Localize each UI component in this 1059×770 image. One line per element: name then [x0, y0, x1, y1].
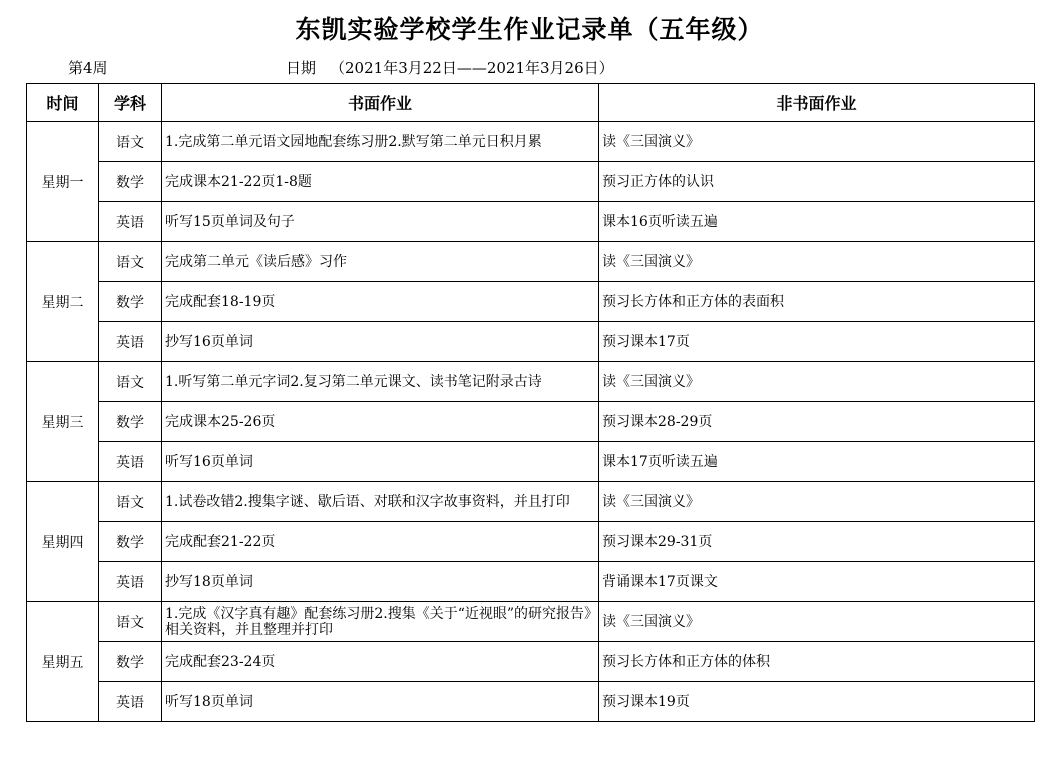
subject-cell: 语文 — [99, 482, 162, 522]
subject-cell: 英语 — [99, 202, 162, 242]
nonwritten-homework-cell: 读《三国演义》 — [599, 602, 1035, 642]
page-title: 东凯实验学校学生作业记录单（五年级） — [295, 15, 764, 44]
written-homework-cell: 抄写18页单词 — [162, 562, 599, 602]
written-homework-cell: 抄写16页单词 — [162, 322, 599, 362]
date-label: 日期 — [286, 59, 317, 77]
day-cell: 星期一 — [27, 122, 99, 242]
nonwritten-homework-cell: 课本17页听读五遍 — [599, 442, 1035, 482]
subject-cell: 英语 — [99, 682, 162, 722]
written-homework-cell: 完成配套23-24页 — [162, 642, 599, 682]
written-homework-cell: 完成课本21-22页1-8题 — [162, 162, 599, 202]
table-row — [27, 242, 1035, 282]
subject-cell: 数学 — [99, 402, 162, 442]
homework-table — [26, 83, 1035, 722]
header-time: 时间 — [27, 84, 99, 122]
week-label: 第4周 — [68, 59, 108, 77]
subject-cell: 数学 — [99, 282, 162, 322]
nonwritten-homework-cell: 预习长方体和正方体的表面积 — [599, 282, 1035, 322]
nonwritten-homework-cell: 预习正方体的认识 — [599, 162, 1035, 202]
subject-cell: 语文 — [99, 242, 162, 282]
written-homework-cell: 完成配套21-22页 — [162, 522, 599, 562]
written-homework-cell: 听写18页单词 — [162, 682, 599, 722]
written-homework-cell: 1.听写第二单元字词2.复习第二单元课文、读书笔记附录古诗 — [162, 362, 599, 402]
nonwritten-homework-cell: 预习课本28-29页 — [599, 402, 1035, 442]
date-range: （2021年3月22日——2021年3月26日） — [330, 59, 614, 77]
nonwritten-homework-cell: 预习课本19页 — [599, 682, 1035, 722]
subject-cell: 语文 — [99, 362, 162, 402]
table-row — [27, 602, 1035, 642]
subject-cell: 英语 — [99, 442, 162, 482]
subject-cell: 数学 — [99, 642, 162, 682]
nonwritten-homework-cell: 读《三国演义》 — [599, 362, 1035, 402]
table-row — [27, 322, 1035, 362]
header-nonwritten: 非书面作业 — [599, 84, 1035, 122]
written-homework-cell: 完成配套18-19页 — [162, 282, 599, 322]
header-row — [27, 84, 1035, 122]
table-row — [27, 162, 1035, 202]
written-homework-cell: 完成第二单元《读后感》习作 — [162, 242, 599, 282]
subject-cell: 英语 — [99, 562, 162, 602]
header-written: 书面作业 — [162, 84, 599, 122]
written-homework-cell: 1.完成第二单元语文园地配套练习册2.默写第二单元日积月累 — [162, 122, 599, 162]
nonwritten-homework-cell: 读《三国演义》 — [599, 122, 1035, 162]
written-homework-cell: 听写15页单词及句子 — [162, 202, 599, 242]
table-row — [27, 202, 1035, 242]
subject-cell: 英语 — [99, 322, 162, 362]
day-cell: 星期四 — [27, 482, 99, 602]
nonwritten-homework-cell: 读《三国演义》 — [599, 482, 1035, 522]
table-row — [27, 122, 1035, 162]
subject-cell: 数学 — [99, 522, 162, 562]
nonwritten-homework-cell: 预习课本29-31页 — [599, 522, 1035, 562]
table-row — [27, 362, 1035, 402]
nonwritten-homework-cell: 课本16页听读五遍 — [599, 202, 1035, 242]
nonwritten-homework-cell: 读《三国演义》 — [599, 242, 1035, 282]
nonwritten-homework-cell: 预习长方体和正方体的体积 — [599, 642, 1035, 682]
written-homework-cell: 1.完成《汉字真有趣》配套练习册2.搜集《关于“近视眼”的研究报告》相关资料，并且整理并打印 — [162, 602, 599, 642]
table-body — [27, 122, 1035, 722]
written-homework-cell: 完成课本25-26页 — [162, 402, 599, 442]
written-homework-cell: 听写16页单词 — [162, 442, 599, 482]
table-row — [27, 402, 1035, 442]
table-row — [27, 642, 1035, 682]
written-homework-cell: 1.试卷改错2.搜集字谜、歇后语、对联和汉字故事资料，并且打印 — [162, 482, 599, 522]
nonwritten-homework-cell: 预习课本17页 — [599, 322, 1035, 362]
subject-cell: 数学 — [99, 162, 162, 202]
subject-cell: 语文 — [99, 122, 162, 162]
table-row — [27, 282, 1035, 322]
nonwritten-homework-cell: 背诵课本17页课文 — [599, 562, 1035, 602]
table-row — [27, 562, 1035, 602]
table-row — [27, 442, 1035, 482]
header-subject: 学科 — [99, 84, 162, 122]
date-line — [286, 57, 614, 78]
table-row — [27, 682, 1035, 722]
table-row — [27, 522, 1035, 562]
day-cell: 星期五 — [27, 602, 99, 722]
day-cell: 星期二 — [27, 242, 99, 362]
subject-cell: 语文 — [99, 602, 162, 642]
table-row — [27, 482, 1035, 522]
day-cell: 星期三 — [27, 362, 99, 482]
